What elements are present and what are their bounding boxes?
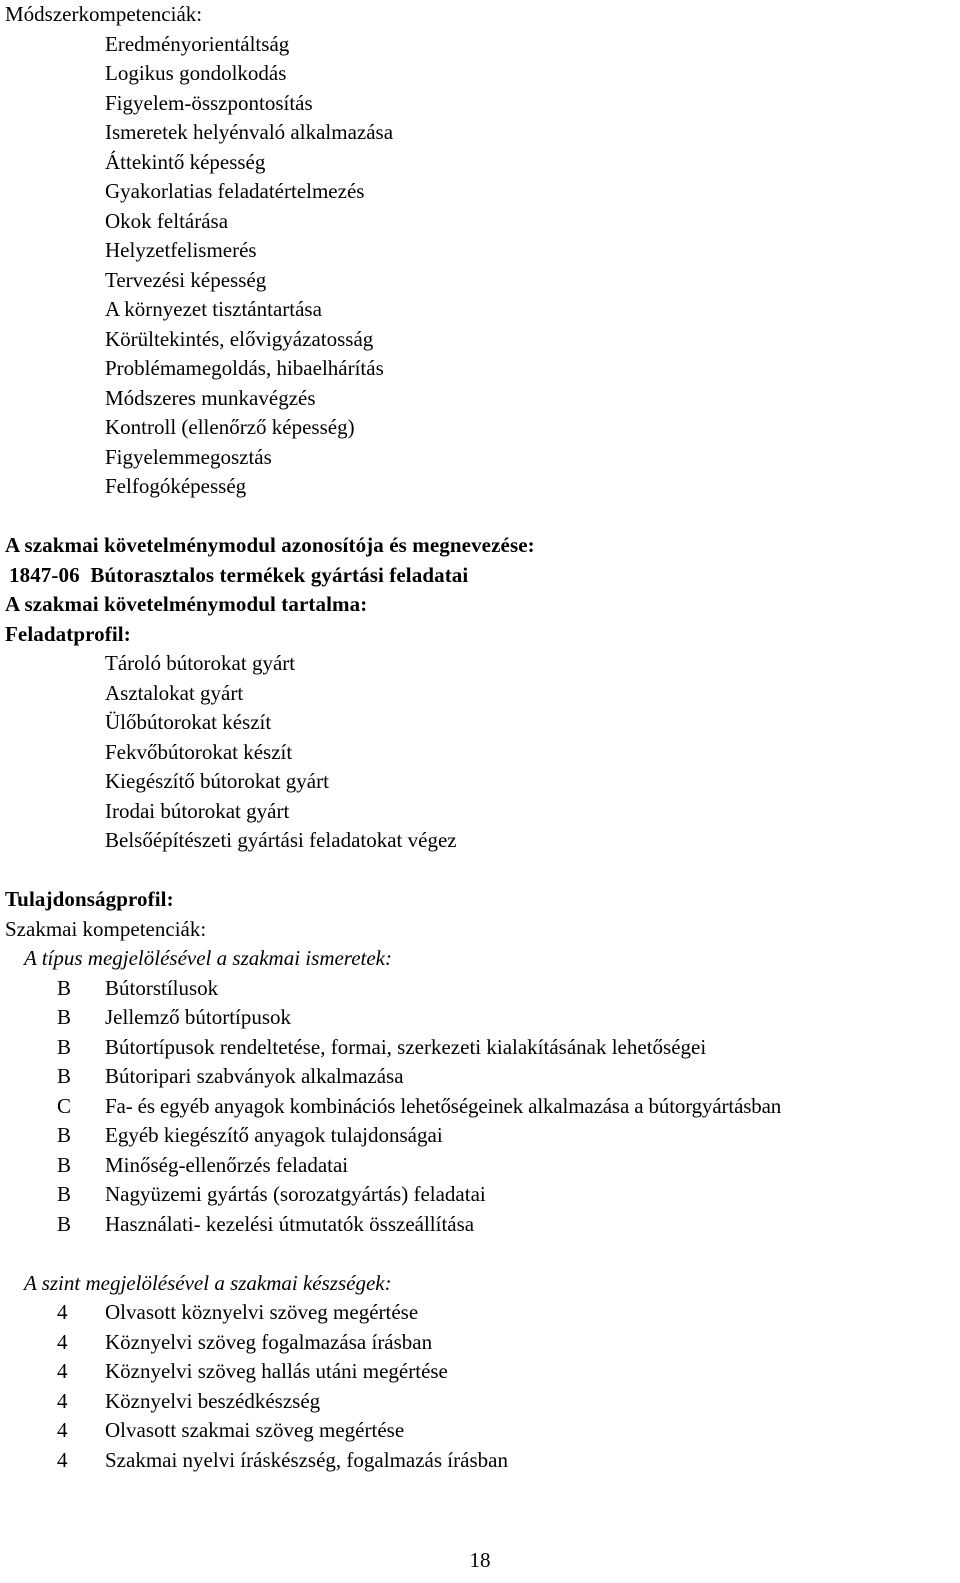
item-text: Olvasott köznyelvi szöveg megértése xyxy=(105,1300,419,1324)
item-text: Egyéb kiegészítő anyagok tulajdonságai xyxy=(105,1123,443,1147)
list-item: Ismeretek helyénvaló alkalmazása xyxy=(105,120,394,144)
skills-heading: A szint megjelölésével a szakmai készségek: xyxy=(24,1270,392,1295)
list-item: Tervezési képesség xyxy=(105,267,267,292)
level-code: 4 xyxy=(57,1447,68,1472)
list-item: Figyelemmegosztás xyxy=(105,444,272,469)
page-number: 18 xyxy=(469,1548,491,1572)
item-text: Nagyüzemi gyártás (sorozatgyártás) feladatai xyxy=(105,1182,486,1206)
item-text: Bútoripari szabványok alkalmazása xyxy=(105,1064,404,1088)
type-code: B xyxy=(57,1182,72,1206)
list-item: Módszeres munkavégzés xyxy=(105,385,316,410)
list-item: Logikus gondolkodás xyxy=(105,61,287,85)
level-code: 4 xyxy=(57,1418,68,1442)
item-text: Bútorstílusok xyxy=(105,975,219,1000)
list-item: A környezet tisztántartása xyxy=(105,297,322,321)
type-code: B xyxy=(57,1123,72,1147)
type-code: B xyxy=(57,975,72,1000)
type-code: B xyxy=(57,1152,72,1177)
list-item: Felfogóképesség xyxy=(105,474,247,498)
item-text: Szakmai nyelvi íráskészség, fogalmazás írásban xyxy=(105,1447,508,1472)
list-item: Irodai bútorokat gyárt xyxy=(105,798,290,823)
level-code: 4 xyxy=(57,1300,68,1324)
item-text: Bútortípusok rendeltetése, formai, szerkezeti kialakításának lehetőségei xyxy=(105,1034,707,1059)
list-item: Fekvőbútorokat készít xyxy=(105,739,293,764)
property-profile-heading: Tulajdonságprofil: xyxy=(5,887,174,911)
module-id-heading: A szakmai követelménymodul azonosítója és megnevezése: xyxy=(5,533,535,557)
level-code: 4 xyxy=(57,1329,68,1354)
level-code: 4 xyxy=(57,1388,68,1413)
module-name: 1847-06 Bútorasztalos termékek gyártási feladatai xyxy=(9,562,469,587)
item-text: Olvasott szakmai szöveg megértése xyxy=(105,1418,405,1442)
list-item: Problémamegoldás, hibaelhárítás xyxy=(105,356,384,380)
type-code: B xyxy=(57,1211,72,1236)
item-text: Köznyelvi szöveg hallás utáni megértése xyxy=(105,1359,448,1383)
list-item: Okok feltárása xyxy=(105,208,229,233)
item-text: Fa- és egyéb anyagok kombinációs lehetőségeinek alkalmazása a bútorgyártásban xyxy=(105,1093,782,1118)
module-content-heading: A szakmai követelménymodul tartalma: xyxy=(5,592,368,616)
knowledge-heading: A típus megjelölésével a szakmai ismeretek: xyxy=(24,946,392,970)
list-item: Gyakorlatias feladatértelmezés xyxy=(105,179,365,203)
list-item: Tároló bútorokat gyárt xyxy=(105,651,296,675)
type-code: B xyxy=(57,1064,72,1088)
list-item: Helyzetfelismerés xyxy=(105,238,257,262)
list-item: Eredményorientáltság xyxy=(105,31,290,56)
list-item: Kontroll (ellenőrző képesség) xyxy=(105,415,355,439)
list-item: Körültekintés, elővigyázatosság xyxy=(105,326,374,351)
item-text: Köznyelvi beszédkészség xyxy=(105,1388,321,1413)
item-text: Minőség-ellenőrzés feladatai xyxy=(105,1152,349,1177)
list-item: Figyelem-összpontosítás xyxy=(105,90,313,115)
item-text: Használati- kezelési útmutatók összeállítása xyxy=(105,1211,475,1236)
type-code: B xyxy=(57,1034,72,1059)
item-text: Jellemző bútortípusok xyxy=(105,1005,292,1029)
level-code: 4 xyxy=(57,1359,68,1383)
list-item: Belsőépítészeti gyártási feladatokat végez xyxy=(105,828,457,852)
list-item: Áttekintő képesség xyxy=(105,149,266,174)
method-competencies-heading: Módszerkompetenciák: xyxy=(5,2,203,26)
list-item: Asztalokat gyárt xyxy=(105,680,244,705)
professional-competencies-heading: Szakmai kompetenciák: xyxy=(5,916,207,941)
list-item: Kiegészítő bútorokat gyárt xyxy=(105,769,329,793)
list-item: Ülőbútorokat készít xyxy=(105,710,272,734)
item-text: Köznyelvi szöveg fogalmazása írásban xyxy=(105,1329,433,1354)
type-code: C xyxy=(57,1093,72,1118)
type-code: B xyxy=(57,1005,72,1029)
task-profile-heading: Feladatprofil: xyxy=(5,621,131,646)
